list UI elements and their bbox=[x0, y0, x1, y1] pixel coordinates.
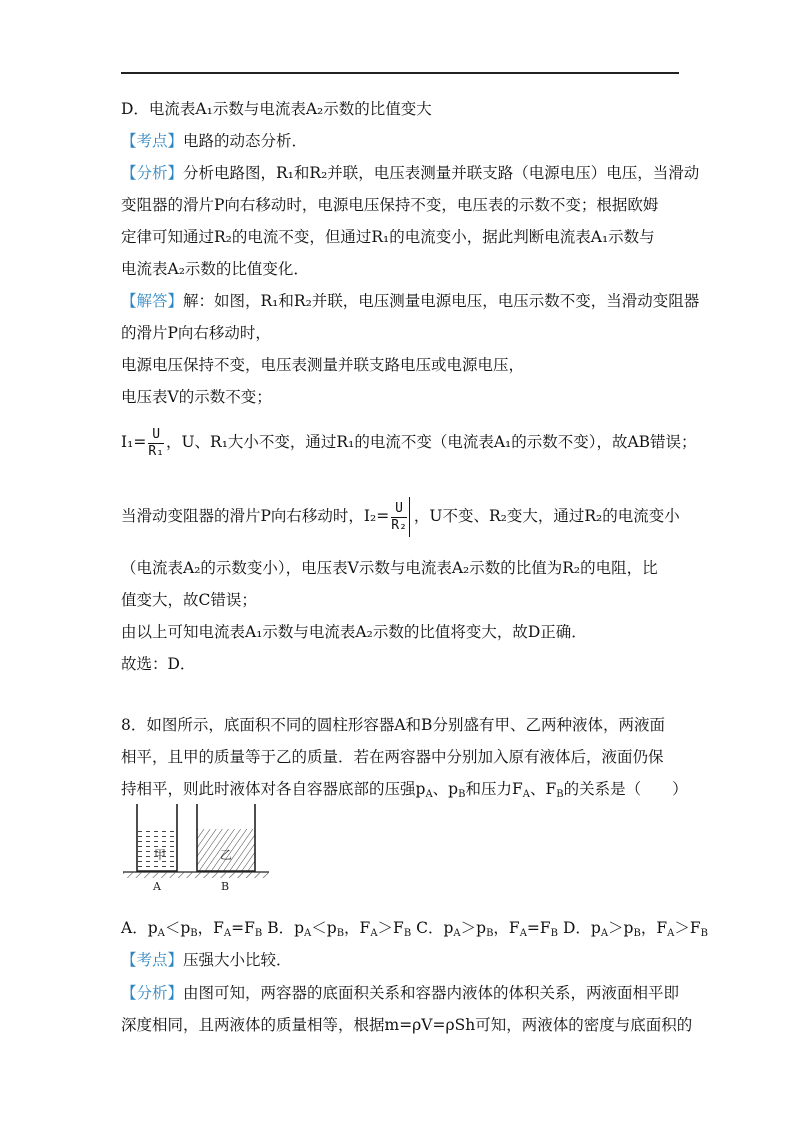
fenxi-text-5: 由图可知，两容器的底面积关系和容器内液体的体积关系，两液面相平即 bbox=[183, 984, 680, 1002]
eq2-prefix: 当滑动变阻器的滑片P向右移动时，I₂= bbox=[121, 507, 390, 525]
containers-figure bbox=[121, 799, 271, 894]
eq1-denominator: R₁ bbox=[148, 443, 164, 459]
fenxi-line-1 bbox=[121, 163, 699, 183]
question-8-line-2: 相平，且甲的质量等于乙的质量．若在两容器中分别加入原有液体后，液面仍保 bbox=[121, 748, 664, 766]
eq2-denominator: R₂ bbox=[391, 517, 407, 533]
eq1-suffix: ，U、R₁大小不变，通过R₁的电流不变（电流表A₁的示数不变），故AB错误； bbox=[165, 433, 697, 451]
answer-line: 故选：D． bbox=[121, 655, 196, 673]
eq1-prefix: I₁= bbox=[121, 433, 147, 451]
fenxi-line-3: 定律可知通过R₂的电流不变，但通过R₁的电流变小，据此判断电流表A₁示数与 bbox=[121, 228, 655, 246]
fenxi-text-1: 分析电路图，R₁和R₂并联，电压表测量并联支路（电源电压）电压，当滑动 bbox=[183, 164, 700, 182]
jieda-line-7: 由以上可知电流表A₁示数与电流表A₂示数的比值将变大，故D正确． bbox=[121, 623, 587, 641]
question-8-line-3: 持相平，则此时液体对各自容器底部的压强$p_A$、$p_B$和压力$F_A$、$F_B$的关系是（ ） bbox=[121, 780, 688, 800]
eq2-fraction bbox=[391, 501, 407, 534]
eq1-numerator: U bbox=[148, 427, 164, 444]
ground-hatch bbox=[123, 872, 269, 878]
container-b-label: B bbox=[221, 880, 230, 893]
jieda-line-6: 值变大，故C错误； bbox=[121, 591, 257, 609]
jieda-tag: 【解答】 bbox=[121, 292, 184, 310]
kaodian-tag-2: 【考点】 bbox=[121, 951, 184, 969]
equation-line-1 bbox=[121, 425, 697, 460]
jieda-line-5: （电流表A₂的示数变小），电压表V示数与电流表A₂示数的比值为R₂的电阻，比 bbox=[121, 559, 658, 577]
jieda-line-2: 的滑片P向右移动时， bbox=[121, 324, 271, 342]
option-d-line: D．电流表A₁示数与电流表A₂示数的比值变大 bbox=[121, 100, 432, 118]
fenxi-line-4: 电流表A₂示数的比值变化． bbox=[121, 260, 309, 278]
kaodian-line-2 bbox=[121, 950, 292, 970]
eq2-bar bbox=[409, 497, 410, 537]
jieda-line-4: 电压表V的示数不变； bbox=[121, 388, 272, 406]
liquid-b-label: 乙 bbox=[220, 848, 233, 862]
eq2-suffix: ，U不变、R₂变大，通过R₂的电流变小 bbox=[413, 507, 680, 525]
container-a-label: A bbox=[153, 880, 161, 893]
fenxi-line-6: 深度相同，且两液体的质量相等，根据m=ρV=ρSh可知，两液体的密度与底面积的 bbox=[121, 1016, 693, 1034]
fenxi-line-5 bbox=[121, 983, 679, 1003]
liquid-a-label: 甲 bbox=[154, 848, 167, 862]
fenxi-line-2: 变阻器的滑片P向右移动时，电源电压保持不变，电压表的示数不变；根据欧姆 bbox=[121, 196, 659, 214]
fenxi-tag: 【分析】 bbox=[121, 164, 184, 182]
eq1-fraction bbox=[148, 427, 164, 460]
jieda-line-3: 电源电压保持不变，电压表测量并联支路电压或电源电压， bbox=[121, 356, 525, 374]
kaodian-text-2: 压强大小比较． bbox=[183, 951, 292, 969]
kaodian-tag: 【考点】 bbox=[121, 132, 184, 150]
jieda-text-1: 解：如图，R₁和R₂并联，电压测量电源电压，电压示数不变，当滑动变阻器 bbox=[183, 292, 700, 310]
question-8-options: A．$p_A<p_B$，$F_A=F_B$ B．$p_A<p_B$，$F_A>F_B$ C．$p_A>p_B$，$F_A=F_B$ D．$p_A>p_B$，$F_A>F_B$ bbox=[121, 919, 708, 939]
kaodian-text: 电路的动态分析． bbox=[183, 132, 308, 150]
equation-line-2 bbox=[121, 497, 680, 537]
kaodian-line-1 bbox=[121, 131, 307, 151]
eq2-numerator: U bbox=[391, 501, 407, 518]
jieda-line-1 bbox=[121, 291, 699, 311]
header-rule bbox=[121, 72, 679, 74]
question-8-line-1: 8．如图所示，底面积不同的圆柱形容器A和B分别盛有甲、乙两种液体，两液面 bbox=[121, 716, 665, 734]
fenxi-tag-2: 【分析】 bbox=[121, 984, 184, 1002]
